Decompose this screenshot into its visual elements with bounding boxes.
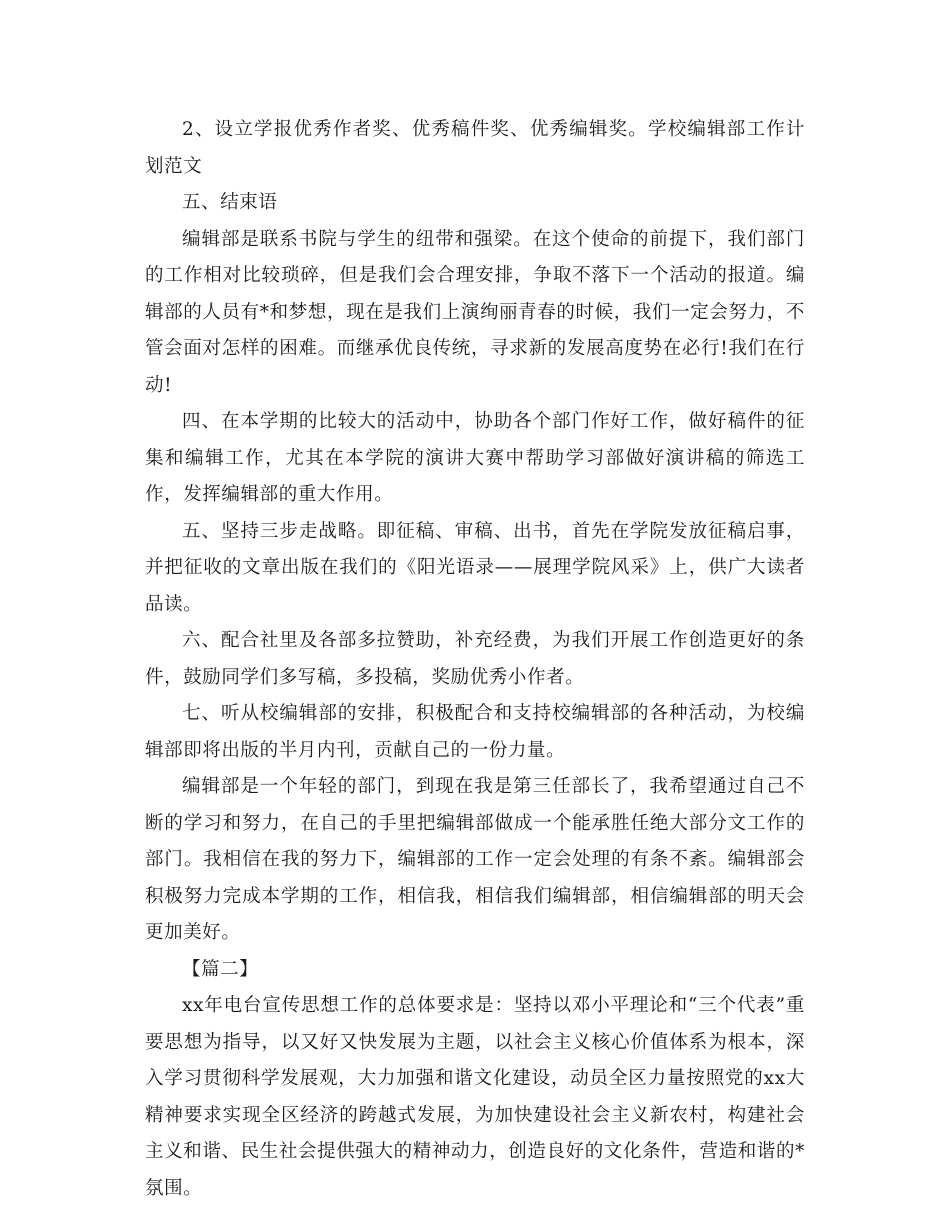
paragraph-closing: 编辑部是一个年轻的部门，到现在我是第三任部长了，我希望通过自己不断的学习和努力，在自己的手里把编辑部做成一个能承胜任绝大部分文工作的部门。我相信在我的努力下，编辑部的工作一定会处理的有条不紊。编辑部会积极努力完成本学期的工作，相信我，相信我们编辑部，相信编辑部的明天会更加美好。 xyxy=(145,776,805,943)
section-heading-part-two: 【篇二】 xyxy=(182,958,259,980)
paragraph-item-five: 五、坚持三步走战略。即征稿、审稿、出书，首先在学院发放征稿启事，并把征收的文章出版在我们的《阳光语录——展理学院风采》上，供广大读者品读。 xyxy=(145,520,805,615)
paragraph-item-four: 四、在本学期的比较大的活动中，协助各个部门作好工作，做好稿件的征集和编辑工作，尤其在本学院的演讲大赛中帮助学习部做好演讲稿的筛选工作，发挥编辑部的重大作用。 xyxy=(145,411,805,505)
document-body xyxy=(145,112,805,1207)
paragraph-item-seven: 七、听从校编辑部的安排，积极配合和支持校编辑部的各种活动，为校编辑部即将出版的半月内刊，贡献自己的一份力量。 xyxy=(145,703,805,761)
heading-conclusion: 五、结束语 xyxy=(182,192,278,213)
paragraph-conclusion: 编辑部是联系书院与学生的纽带和强梁。在这个使命的前提下，我们部门的工作相对比较琐碎，但是我们会合理安排，争取不落下一个活动的报道。编辑部的人员有*和梦想，现在是我们上演绚丽青春的时候，我们一定会努力，不管会面对怎样的困难。而继承优良传统，寻求新的发展高度势在必行!我们在行动! xyxy=(145,228,805,396)
paragraph-radio-requirements: xx年电台宣传思想工作的总体要求是：坚持以邓小平理论和“三个代表”重要思想为指导，以又好又快发展为主题，以社会主义核心价值体系为根本，深入学习贯彻科学发展观，大力加强和谐文化建设，动员全区力量按照党的xx大精神要求实现全区经济的跨越式发展，为加快建设社会主义新农村，构建社会主义和谐、民生社会提供强大的精神动力，创造良好的文化条件，营造和谐的*氛围。 xyxy=(145,995,805,1199)
paragraph-item-six: 六、配合社里及各部多拉赞助，补充经费，为我们开展工作创造更好的条件，鼓励同学们多写稿，多投稿，奖励优秀小作者。 xyxy=(145,630,805,688)
paragraph-award-item: 2、设立学报优秀作者奖、优秀稿件奖、优秀编辑奖。学校编辑部工作计划范文 xyxy=(145,119,805,177)
